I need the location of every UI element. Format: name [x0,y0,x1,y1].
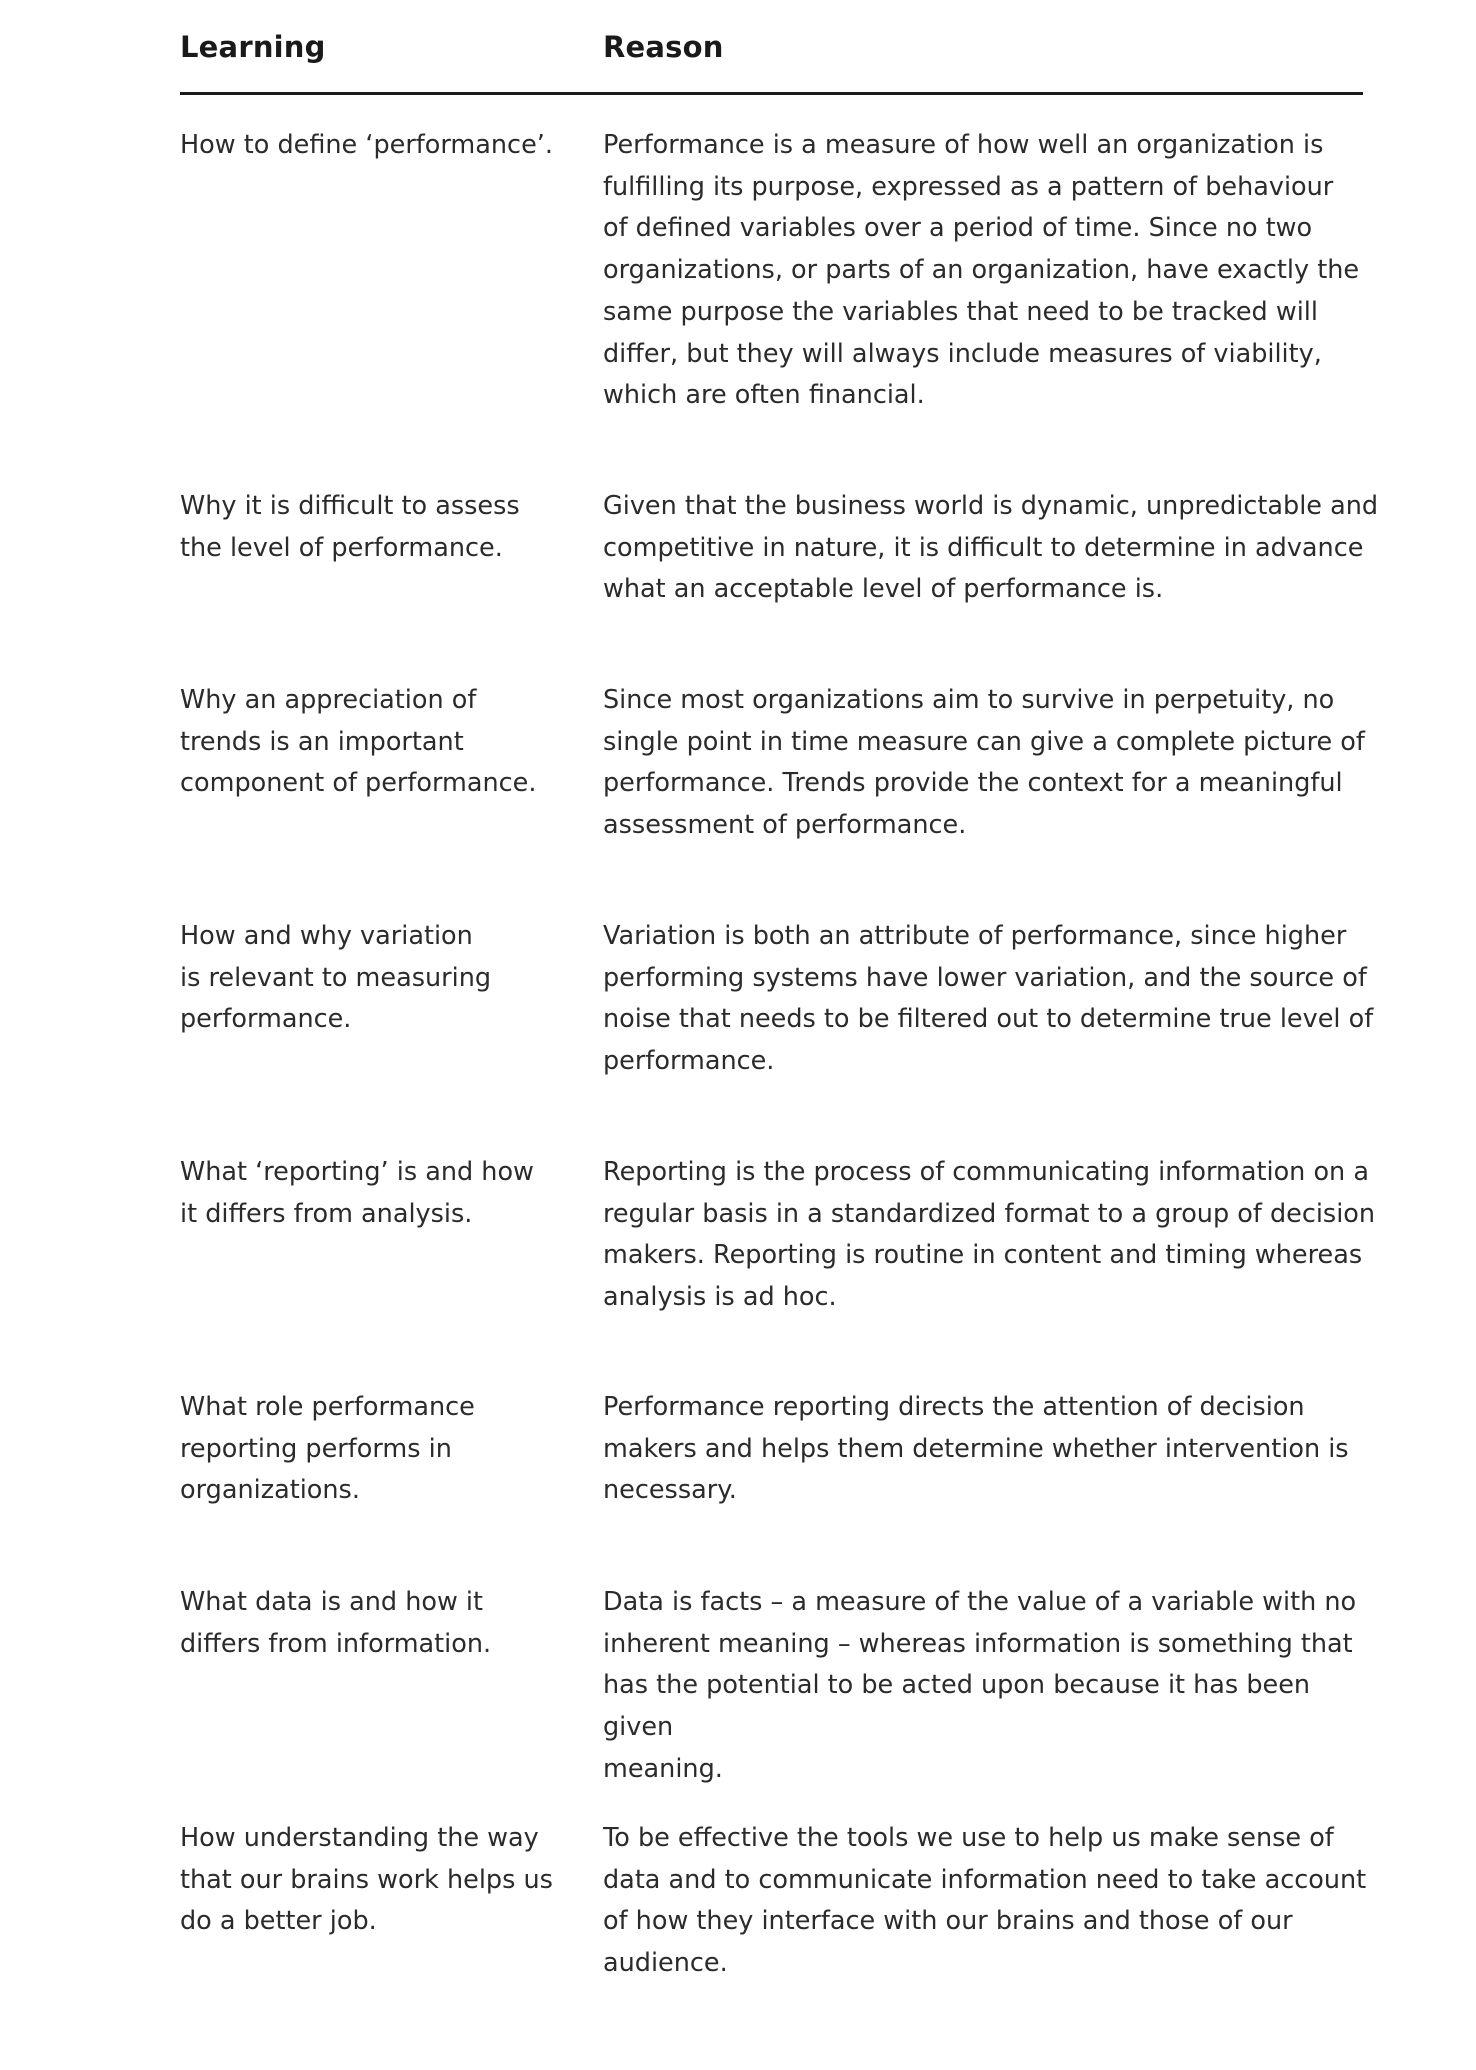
reason-cell: Given that the business world is dynamic, unpredictable and competitive in nature, it is difficult to determine in advance what an acceptable level of performance is. [603,491,1379,605]
reason-cell: Performance is a measure of how well an organization is fulfilling its purpose, expressed as a pattern of behaviour of defined variables over a period of time. Since no two organizations, or parts of an organization, have exactly the same purpose the variables that need to be tracked will differ, but they will always include measures of viability, which are often financial. [603,130,1360,411]
header-reason: Reason [603,30,724,64]
learning-cell: What role performance reporting performs in organizations. [180,1392,475,1506]
reason-cell: Since most organizations aim to survive in perpetuity, no single point in time measure can give a complete picture of performance. Trends provide the context for a meaningful assessment of performance. [603,685,1365,841]
learning-cell: What ‘reporting’ is and how it differs from analysis. [180,1157,534,1229]
learning-cell: Why an appreciation of trends is an important component of performance. [180,685,537,799]
reason-cell: Reporting is the process of communicating information on a regular basis in a standardized format to a group of decision makers. Reporting is routine in content and timing whereas analysis is ad hoc. [603,1157,1376,1313]
header-learning: Learning [180,30,326,64]
learning-cell: How understanding the way that our brains work helps us do a better job. [180,1823,553,1937]
reason-cell: Performance reporting directs the attention of decision makers and helps them determine whether intervention is necessary. [603,1392,1349,1506]
table-header [180,0,1363,95]
learning-cell: How to define ‘performance’. [180,130,553,160]
learning-cell: Why it is difficult to assess the level of performance. [180,491,520,563]
reason-cell: Variation is both an attribute of performance, since higher performing systems have lower variation, and the source of noise that needs to be filtered out to determine true level of performance. [603,921,1374,1077]
learning-cell: How and why variation is relevant to measuring performance. [180,921,492,1035]
learning-cell: What data is and how it differs from information. [180,1587,492,1659]
reason-cell: Data is facts – a measure of the value of a variable with no inherent meaning – whereas information is something that has the potential to be acted upon because it has been given meaning. [603,1587,1357,1784]
reason-cell: To be effective the tools we use to help us make sense of data and to communicate information need to take account of how they interface with our brains and those of our audience. [603,1823,1367,1979]
learning-reason-table [180,0,1379,1979]
